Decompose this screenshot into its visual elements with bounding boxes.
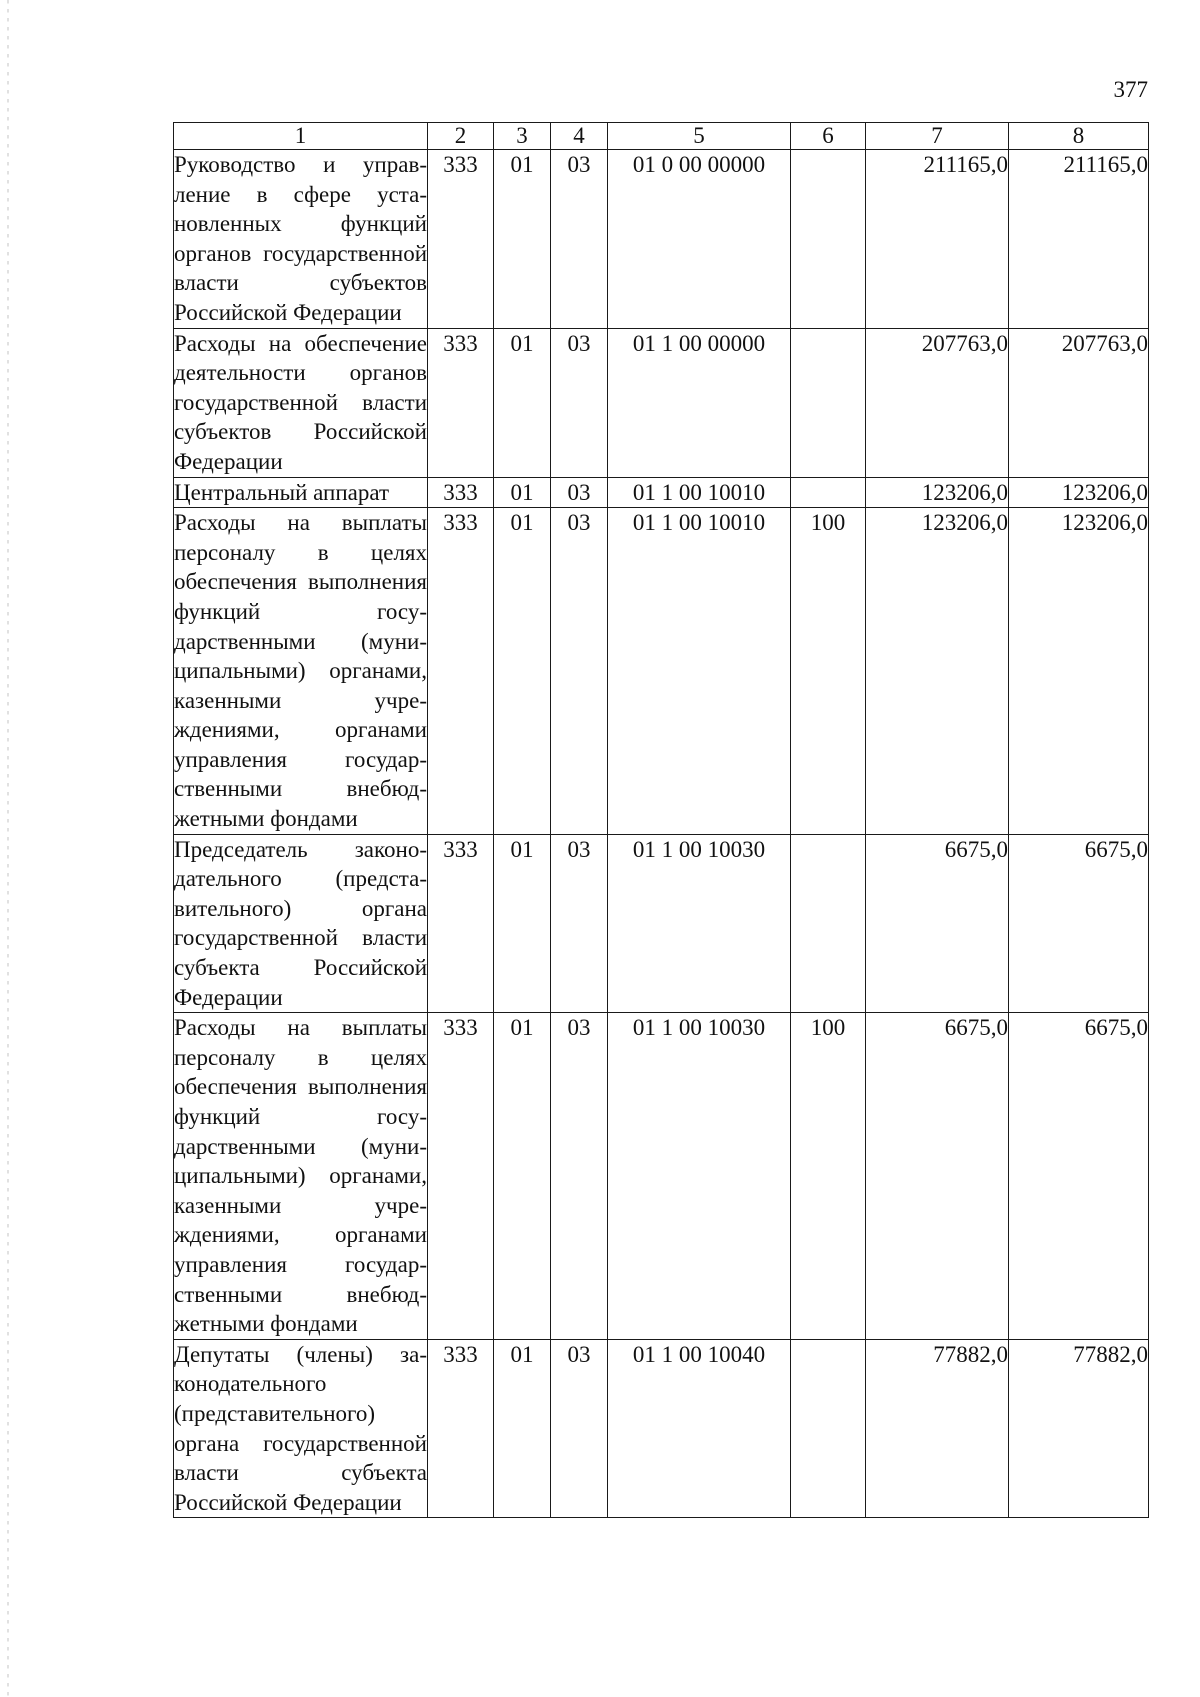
page-number: 377 bbox=[1113, 77, 1148, 102]
column-header-1: 1 bbox=[174, 123, 428, 150]
cell-section: 01 bbox=[494, 834, 551, 1013]
column-header-7: 7 bbox=[866, 123, 1009, 150]
row-name: Расходы на выплаты персоналу в целях обеспечения выполнения функций государственными (муниципальными) органами, казенными учреждениями, органами управления государственными внебюджетными фондами bbox=[174, 1013, 428, 1340]
cell-amount-2: 123206,0 bbox=[1009, 477, 1149, 508]
cell-subsection: 03 bbox=[551, 1013, 608, 1340]
cell-ministry-code: 333 bbox=[428, 150, 494, 329]
cell-expense-type bbox=[791, 834, 866, 1013]
table-row bbox=[174, 328, 1149, 477]
cell-subsection: 03 bbox=[551, 150, 608, 329]
table-row bbox=[174, 1013, 1149, 1340]
row-name: Расходы на выплаты персоналу в целях обеспечения выполнения функций государственными (муниципальными) органами, казенными учреждениями, органами управления государственными внебюджетными фондами bbox=[174, 508, 428, 835]
table-row bbox=[174, 150, 1149, 329]
column-header-8: 8 bbox=[1009, 123, 1149, 150]
table-row bbox=[174, 477, 1149, 508]
cell-amount-1: 6675,0 bbox=[866, 1013, 1009, 1340]
column-header-6: 6 bbox=[791, 123, 866, 150]
row-name: Центральный аппарат bbox=[174, 477, 428, 508]
column-header-3: 3 bbox=[494, 123, 551, 150]
table-row bbox=[174, 508, 1149, 835]
column-header-2: 2 bbox=[428, 123, 494, 150]
cell-expense-type bbox=[791, 150, 866, 329]
cell-amount-1: 77882,0 bbox=[866, 1339, 1009, 1518]
cell-target-article: 01 1 00 00000 bbox=[608, 328, 791, 477]
cell-ministry-code: 333 bbox=[428, 508, 494, 835]
cell-section: 01 bbox=[494, 1339, 551, 1518]
table-row bbox=[174, 1339, 1149, 1518]
row-name: Руководство и управление в сфере установленных функций органов государственной власти субъектов Российской Федерации bbox=[174, 150, 428, 329]
cell-expense-type bbox=[791, 1339, 866, 1518]
cell-target-article: 01 1 00 10030 bbox=[608, 834, 791, 1013]
cell-expense-type bbox=[791, 477, 866, 508]
row-name: Депутаты (члены) законодательного (представительного) органа государственной власти субъекта Российской Федерации bbox=[174, 1339, 428, 1518]
cell-section: 01 bbox=[494, 508, 551, 835]
cell-amount-1: 211165,0 bbox=[866, 150, 1009, 329]
cell-amount-2: 77882,0 bbox=[1009, 1339, 1149, 1518]
cell-section: 01 bbox=[494, 328, 551, 477]
cell-target-article: 01 1 00 10010 bbox=[608, 508, 791, 835]
cell-target-article: 01 1 00 10040 bbox=[608, 1339, 791, 1518]
cell-expense-type: 100 bbox=[791, 1013, 866, 1340]
cell-expense-type: 100 bbox=[791, 508, 866, 835]
cell-section: 01 bbox=[494, 150, 551, 329]
table-header-row bbox=[174, 123, 1149, 150]
cell-amount-2: 6675,0 bbox=[1009, 1013, 1149, 1340]
cell-target-article: 01 1 00 10030 bbox=[608, 1013, 791, 1340]
cell-amount-1: 123206,0 bbox=[866, 477, 1009, 508]
cell-subsection: 03 bbox=[551, 508, 608, 835]
cell-amount-2: 6675,0 bbox=[1009, 834, 1149, 1013]
row-name: Председатель законодательного (представительного) органа государственной власти субъекта Российской Федерации bbox=[174, 834, 428, 1013]
cell-subsection: 03 bbox=[551, 328, 608, 477]
cell-subsection: 03 bbox=[551, 477, 608, 508]
cell-amount-1: 123206,0 bbox=[866, 508, 1009, 835]
cell-ministry-code: 333 bbox=[428, 834, 494, 1013]
column-header-4: 4 bbox=[551, 123, 608, 150]
cell-expense-type bbox=[791, 328, 866, 477]
cell-ministry-code: 333 bbox=[428, 328, 494, 477]
cell-ministry-code: 333 bbox=[428, 1013, 494, 1340]
column-header-5: 5 bbox=[608, 123, 791, 150]
cell-ministry-code: 333 bbox=[428, 477, 494, 508]
cell-subsection: 03 bbox=[551, 834, 608, 1013]
cell-ministry-code: 333 bbox=[428, 1339, 494, 1518]
cell-target-article: 01 0 00 00000 bbox=[608, 150, 791, 329]
table-row bbox=[174, 834, 1149, 1013]
cell-amount-2: 123206,0 bbox=[1009, 508, 1149, 835]
cell-amount-1: 6675,0 bbox=[866, 834, 1009, 1013]
cell-target-article: 01 1 00 10010 bbox=[608, 477, 791, 508]
row-name: Расходы на обеспечение деятельности органов государственной власти субъектов Российской Федерации bbox=[174, 328, 428, 477]
cell-subsection: 03 bbox=[551, 1339, 608, 1518]
scan-edge-artifact bbox=[7, 0, 9, 1697]
cell-section: 01 bbox=[494, 477, 551, 508]
cell-amount-2: 207763,0 bbox=[1009, 328, 1149, 477]
cell-amount-2: 211165,0 bbox=[1009, 150, 1149, 329]
cell-amount-1: 207763,0 bbox=[866, 328, 1009, 477]
budget-table bbox=[173, 122, 1149, 1518]
cell-section: 01 bbox=[494, 1013, 551, 1340]
